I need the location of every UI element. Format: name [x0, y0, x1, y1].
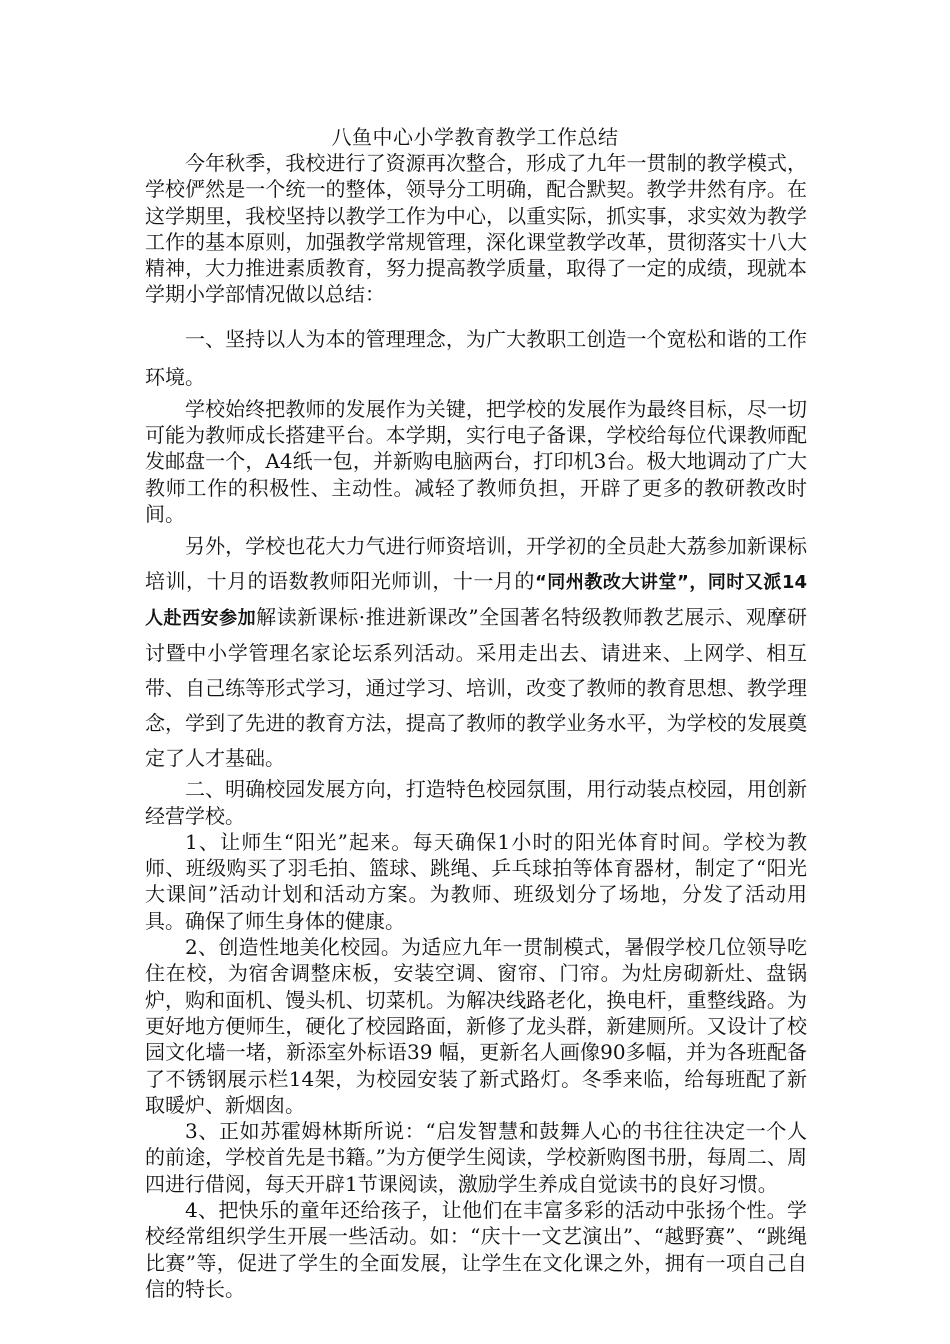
list-item-student-activities: 4、把快乐的童年还给孩子，让他们在丰富多彩的活动中张扬个性。学校经常组织学生开展一些活动。如：“庆十一文艺演出”、“越野赛”、“跳绳比赛”等，促进了学生的全面发展，让学生在文化课之外，拥有一项自己自信的特长。: [145, 1198, 807, 1301]
document-title: 八鱼中心小学教育教学工作总结: [331, 125, 619, 149]
list-item-campus-beautification: 2、创造性地美化校园。为适应九年一贯制模式，暑假学校几位领导吃住在校，为宿舍调整床板，安装空调、窗帘、门帘。为灶房砌新灶、盘锅炉，购和面机、馒头机、切菜机。为解决线路老化，换电杆，重整线路。为更好地方便师生，硬化了校园路面，新修了龙头群，新建厕所。又设计了校园文化墙一堵，新添室外标语39 幅，更新名人画像90多幅，并为各班配备了不锈钢展示栏14架，为校园安装了新式路灯。冬季来临，给每班配了新取暖炉、新烟囱。: [145, 935, 807, 1117]
list-item-sunshine-sports: 1、让师生“阳光”起来。每天确保1小时的阳光体育时间。学校为教师、班级购买了羽毛拍、篮球、跳绳、乒乓球拍等体育器材，制定了“阳光大课间”活动计划和活动方案。为教师、班级划分了场地，分发了活动用具。确保了师生身体的健康。: [145, 829, 807, 933]
paragraph-teacher-development: 学校始终把教师的发展作为关键，把学校的发展作为最终目标，尽一切可能为教师成长搭建平台。本学期，实行电子备课，学校给每位代课教师配发邮盘一个，A4纸一包，并新购电脑两台，打印机3台。极大地调动了广大教师工作的积极性、主动性。减轻了教师负担，开辟了更多的教研教改时间。: [145, 396, 807, 526]
training-text-bold: “同州教改大讲堂”，同时又派14人赴西安参加: [145, 572, 807, 630]
list-item-reading: 3、正如苏霍姆林斯所说：“启发智慧和鼓舞人心的书往往决定一个人的前途，学校首先是书籍。”为方便学生阅读，学校新购图书册，每周二、周四进行借阅，每天开辟1节课阅读，激励学生养成自觉读书的良好习惯。: [145, 1119, 807, 1196]
training-text-start: 另外，学校也花大力气进行师资培训，开学初的全员赴大荔参加新课标培训，十月的语数教师阳光师训，十一月的: [145, 534, 807, 594]
paragraph-teacher-training: [145, 529, 807, 776]
section-heading-1: 一、坚持以人为本的管理理念，为广大教职工创造一个宽松和谐的工作环境。: [145, 326, 807, 389]
training-text-end: 解读新课标·推进新课改”全国著名特级教师教艺展示、观摩研讨暨中小学管理名家论坛系列活动。采用走出去、请进来、上网学、相互带、自己练等形式学习，通过学习、培训，改变了教师的教育思想、教学理念，学到了先进的教育方法，提高了教师的教学业务水平，为学校的发展奠定了人才基础。: [145, 605, 807, 771]
intro-paragraph: 今年秋季，我校进行了资源再次整合，形成了九年一贯制的教学模式，学校俨然是一个统一的整体，领导分工明确，配合默契。教学井然有序。在这学期里，我校坚持以教学工作为中心，以重实际，抓实事，求实效为教学工作的基本原则，加强教学常规管理，深化课堂教学改革，贯彻落实十八大精神，大力推进素质教育，努力提高教学质量，取得了一定的成绩，现就本学期小学部情况做以总结：: [145, 151, 807, 307]
document-body: [145, 150, 807, 1302]
section-heading-2: 二、明确校园发展方向，打造特色校园氛围，用行动装点校园，用创新经营学校。: [145, 777, 807, 828]
